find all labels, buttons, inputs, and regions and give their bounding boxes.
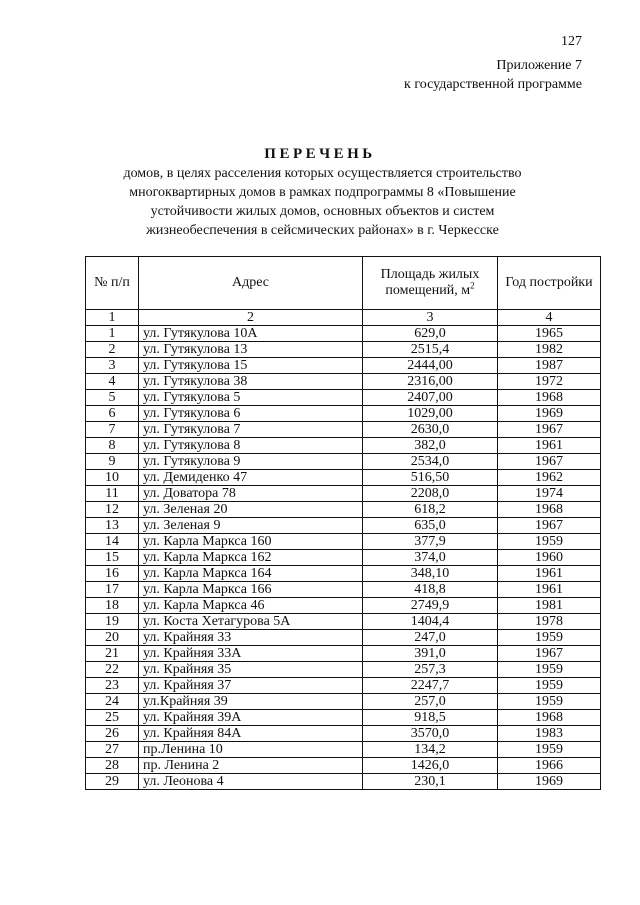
row-address: ул. Карла Маркса 46 bbox=[139, 598, 363, 614]
row-number: 25 bbox=[86, 710, 139, 726]
row-year: 1959 bbox=[498, 694, 601, 710]
row-year: 1978 bbox=[498, 614, 601, 630]
row-address: ул. Демиденко 47 bbox=[139, 470, 363, 486]
table-row bbox=[86, 454, 601, 470]
row-year: 1981 bbox=[498, 598, 601, 614]
row-number: 18 bbox=[86, 598, 139, 614]
row-year: 1959 bbox=[498, 630, 601, 646]
row-area: 635,0 bbox=[363, 518, 498, 534]
row-address: ул. Гутякулова 8 bbox=[139, 438, 363, 454]
row-address: ул. Коста Хетагурова 5А bbox=[139, 614, 363, 630]
row-area: 230,1 bbox=[363, 774, 498, 790]
row-year: 1959 bbox=[498, 742, 601, 758]
row-address: ул. Карла Маркса 160 bbox=[139, 534, 363, 550]
column-number: 4 bbox=[498, 310, 601, 326]
table-row bbox=[86, 678, 601, 694]
row-area: 134,2 bbox=[363, 742, 498, 758]
row-area: 257,0 bbox=[363, 694, 498, 710]
row-address: ул. Гутякулова 6 bbox=[139, 406, 363, 422]
row-number: 19 bbox=[86, 614, 139, 630]
row-year: 1987 bbox=[498, 358, 601, 374]
row-number: 22 bbox=[86, 662, 139, 678]
row-area: 377,9 bbox=[363, 534, 498, 550]
row-address: пр. Ленина 2 bbox=[139, 758, 363, 774]
row-address: ул. Гутякулова 9 bbox=[139, 454, 363, 470]
row-number: 23 bbox=[86, 678, 139, 694]
appendix-line-2: к государственной программе bbox=[404, 77, 582, 92]
row-area: 247,0 bbox=[363, 630, 498, 646]
row-year: 1967 bbox=[498, 422, 601, 438]
row-area: 618,2 bbox=[363, 502, 498, 518]
header-num: № п/п bbox=[86, 257, 139, 310]
row-year: 1962 bbox=[498, 470, 601, 486]
table-row bbox=[86, 470, 601, 486]
row-number: 29 bbox=[86, 774, 139, 790]
row-number: 21 bbox=[86, 646, 139, 662]
row-year: 1974 bbox=[498, 486, 601, 502]
row-area: 2407,00 bbox=[363, 390, 498, 406]
row-address: ул. Карла Маркса 166 bbox=[139, 582, 363, 598]
table-header-row bbox=[86, 257, 601, 310]
row-year: 1961 bbox=[498, 566, 601, 582]
row-year: 1965 bbox=[498, 326, 601, 342]
table-row bbox=[86, 758, 601, 774]
table-row bbox=[86, 614, 601, 630]
table-row bbox=[86, 566, 601, 582]
table-row bbox=[86, 550, 601, 566]
row-area: 382,0 bbox=[363, 438, 498, 454]
row-number: 4 bbox=[86, 374, 139, 390]
table-row bbox=[86, 390, 601, 406]
row-address: ул. Карла Маркса 162 bbox=[139, 550, 363, 566]
row-year: 1959 bbox=[498, 534, 601, 550]
table-row bbox=[86, 342, 601, 358]
row-area: 2749,9 bbox=[363, 598, 498, 614]
table-body bbox=[86, 326, 601, 790]
column-number-row bbox=[86, 310, 601, 326]
row-address: ул. Крайняя 33 bbox=[139, 630, 363, 646]
row-number: 13 bbox=[86, 518, 139, 534]
row-year: 1968 bbox=[498, 710, 601, 726]
row-number: 28 bbox=[86, 758, 139, 774]
row-year: 1968 bbox=[498, 390, 601, 406]
header-area-label: Площадь жилых помещений, м bbox=[380, 267, 480, 298]
row-year: 1982 bbox=[498, 342, 601, 358]
row-number: 12 bbox=[86, 502, 139, 518]
table-row bbox=[86, 694, 601, 710]
header-area bbox=[363, 257, 498, 310]
row-number: 16 bbox=[86, 566, 139, 582]
table-row bbox=[86, 710, 601, 726]
table-row bbox=[86, 630, 601, 646]
row-number: 26 bbox=[86, 726, 139, 742]
row-address: ул. Гутякулова 10А bbox=[139, 326, 363, 342]
row-area: 1029,00 bbox=[363, 406, 498, 422]
column-number: 1 bbox=[86, 310, 139, 326]
row-number: 15 bbox=[86, 550, 139, 566]
row-address: ул. Гутякулова 15 bbox=[139, 358, 363, 374]
row-area: 1404,4 bbox=[363, 614, 498, 630]
row-address: ул.Крайняя 39 bbox=[139, 694, 363, 710]
column-number: 2 bbox=[139, 310, 363, 326]
row-area: 391,0 bbox=[363, 646, 498, 662]
row-number: 5 bbox=[86, 390, 139, 406]
header-area-superscript: 2 bbox=[470, 280, 475, 291]
row-area: 348,10 bbox=[363, 566, 498, 582]
row-area: 918,5 bbox=[363, 710, 498, 726]
row-area: 257,3 bbox=[363, 662, 498, 678]
row-number: 14 bbox=[86, 534, 139, 550]
row-area: 2534,0 bbox=[363, 454, 498, 470]
row-address: ул. Крайняя 37 bbox=[139, 678, 363, 694]
row-year: 1983 bbox=[498, 726, 601, 742]
row-number: 3 bbox=[86, 358, 139, 374]
row-number: 8 bbox=[86, 438, 139, 454]
table-row bbox=[86, 598, 601, 614]
table-row bbox=[86, 422, 601, 438]
row-year: 1972 bbox=[498, 374, 601, 390]
row-address: ул. Зеленая 9 bbox=[139, 518, 363, 534]
row-address: ул. Гутякулова 7 bbox=[139, 422, 363, 438]
row-number: 20 bbox=[86, 630, 139, 646]
document-subtitle: домов, в целях расселения которых осуществляется строительство многоквартирных домов в рамках подпрограммы 8 «Повышение устойчивости жилых домов, основных объектов и систем жизнеобеспечения в сейсмических районах» в г. Черкесске bbox=[123, 166, 522, 238]
table-row bbox=[86, 726, 601, 742]
document-title: ПЕРЕЧЕНЬ bbox=[264, 146, 376, 162]
row-year: 1961 bbox=[498, 582, 601, 598]
table-row bbox=[86, 406, 601, 422]
row-address: ул. Доватора 78 bbox=[139, 486, 363, 502]
row-area: 2444,00 bbox=[363, 358, 498, 374]
row-year: 1960 bbox=[498, 550, 601, 566]
row-address: ул. Гутякулова 5 bbox=[139, 390, 363, 406]
table-row bbox=[86, 742, 601, 758]
table-row bbox=[86, 438, 601, 454]
table-row bbox=[86, 582, 601, 598]
row-address: ул. Крайняя 35 bbox=[139, 662, 363, 678]
appendix-header bbox=[404, 56, 582, 94]
table-row bbox=[86, 662, 601, 678]
row-area: 516,50 bbox=[363, 470, 498, 486]
row-address: ул. Крайняя 33А bbox=[139, 646, 363, 662]
row-area: 2316,00 bbox=[363, 374, 498, 390]
row-year: 1969 bbox=[498, 774, 601, 790]
table-row bbox=[86, 774, 601, 790]
houses-table bbox=[85, 256, 601, 790]
table-row bbox=[86, 486, 601, 502]
row-area: 629,0 bbox=[363, 326, 498, 342]
row-number: 1 bbox=[86, 326, 139, 342]
table-row bbox=[86, 326, 601, 342]
row-year: 1969 bbox=[498, 406, 601, 422]
row-area: 418,8 bbox=[363, 582, 498, 598]
row-area: 3570,0 bbox=[363, 726, 498, 742]
row-year: 1967 bbox=[498, 454, 601, 470]
row-number: 11 bbox=[86, 486, 139, 502]
row-number: 6 bbox=[86, 406, 139, 422]
row-number: 24 bbox=[86, 694, 139, 710]
row-area: 2208,0 bbox=[363, 486, 498, 502]
row-number: 2 bbox=[86, 342, 139, 358]
row-address: ул. Зеленая 20 bbox=[139, 502, 363, 518]
row-address: ул. Карла Маркса 164 bbox=[139, 566, 363, 582]
row-area: 2247,7 bbox=[363, 678, 498, 694]
appendix-line-1: Приложение 7 bbox=[496, 58, 582, 73]
table-row bbox=[86, 358, 601, 374]
row-address: ул. Гутякулова 13 bbox=[139, 342, 363, 358]
page-number: 127 bbox=[561, 34, 582, 49]
table-row bbox=[86, 374, 601, 390]
row-number: 10 bbox=[86, 470, 139, 486]
row-year: 1959 bbox=[498, 678, 601, 694]
row-address: ул. Гутякулова 38 bbox=[139, 374, 363, 390]
table-row bbox=[86, 502, 601, 518]
row-area: 2515,4 bbox=[363, 342, 498, 358]
row-address: ул. Крайняя 39А bbox=[139, 710, 363, 726]
table-row bbox=[86, 534, 601, 550]
row-area: 1426,0 bbox=[363, 758, 498, 774]
row-area: 374,0 bbox=[363, 550, 498, 566]
row-number: 9 bbox=[86, 454, 139, 470]
column-number: 3 bbox=[363, 310, 498, 326]
row-address: пр.Ленина 10 bbox=[139, 742, 363, 758]
row-number: 17 bbox=[86, 582, 139, 598]
table-row bbox=[86, 646, 601, 662]
header-address: Адрес bbox=[139, 257, 363, 310]
row-year: 1961 bbox=[498, 438, 601, 454]
table-row bbox=[86, 518, 601, 534]
row-year: 1967 bbox=[498, 646, 601, 662]
row-area: 2630,0 bbox=[363, 422, 498, 438]
row-year: 1967 bbox=[498, 518, 601, 534]
row-address: ул. Леонова 4 bbox=[139, 774, 363, 790]
row-year: 1966 bbox=[498, 758, 601, 774]
row-number: 7 bbox=[86, 422, 139, 438]
row-address: ул. Крайняя 84А bbox=[139, 726, 363, 742]
header-year: Год постройки bbox=[498, 257, 601, 310]
row-number: 27 bbox=[86, 742, 139, 758]
row-year: 1968 bbox=[498, 502, 601, 518]
row-year: 1959 bbox=[498, 662, 601, 678]
